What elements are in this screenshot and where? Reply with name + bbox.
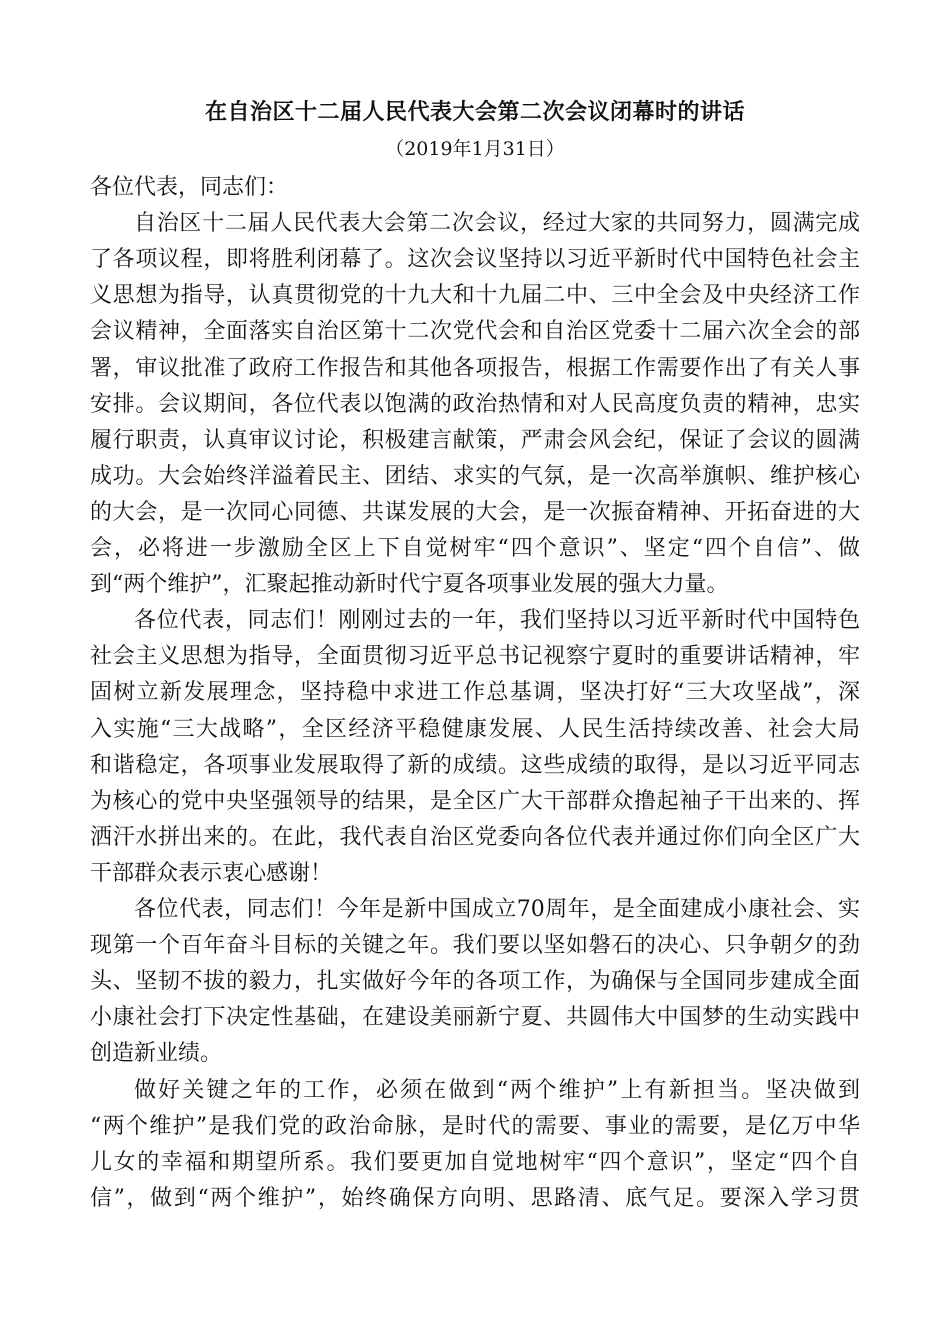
body-text-line: 为核心的党中央坚强领导的结果，是全区广大干部群众撸起袖子干出来的、挥 (90, 788, 860, 814)
body-text-line: 自治区十二届人民代表大会第二次会议，经过大家的共同努力，圆满完成 (134, 211, 860, 237)
body-text-line: 署，审议批准了政府工作报告和其他各项报告，根据工作需要作出了有关人事 (90, 355, 860, 381)
body-text-line: 和谐稳定，各项事业发展取得了新的成绩。这些成绩的取得，是以习近平同志 (90, 752, 860, 778)
body-text-line: 信”，做到“两个维护”，始终确保方向明、思路清、底气足。要深入学习贯 (90, 1185, 860, 1211)
document-date: （2019年1月31日） (385, 138, 565, 160)
body-text-line: 做好关键之年的工作，必须在做到“两个维护”上有新担当。坚决做到 (134, 1077, 860, 1103)
body-text-line: 创造新业绩。 (90, 1041, 223, 1067)
body-text-line: 洒汗水拼出来的。在此，我代表自治区党委向各位代表并通过你们向全区广大 (90, 824, 860, 850)
body-text-line: 会议精神，全面落实自治区第十二次党代会和自治区党委十二届六次全会的部 (90, 319, 860, 345)
document-title: 在自治区十二届人民代表大会第二次会议闭幕时的讲话 (204, 99, 745, 125)
body-text-line: 成功。大会始终洋溢着民主、团结、求实的气氛，是一次高举旗帜、维护核心 (90, 463, 860, 489)
body-text-line: 安排。会议期间，各位代表以饱满的政治热情和对人民高度负责的精神，忠实 (90, 391, 860, 417)
body-text-line: 各位代表，同志们！刚刚过去的一年，我们坚持以习近平新时代中国特色 (134, 608, 860, 634)
body-text-line: 到“两个维护”，汇聚起推动新时代宁夏各项事业发展的强大力量。 (90, 572, 729, 598)
body-text-line: 了各项议程，即将胜利闭幕了。这次会议坚持以习近平新时代中国特色社会主 (90, 247, 860, 273)
body-text-line: 的大会，是一次同心同德、共谋发展的大会，是一次振奋精神、开拓奋进的大 (90, 499, 860, 525)
body-text-line: 现第一个百年奋斗目标的关键之年。我们要以坚如磐石的决心、只争朝夕的劲 (90, 933, 860, 959)
body-text-line: 入实施“三大战略”，全区经济平稳健康发展、人民生活持续改善、社会大局 (90, 716, 860, 742)
body-text-line: “两个维护”是我们党的政治命脉，是时代的需要、事业的需要，是亿万中华 (90, 1113, 860, 1139)
body-text-line: 义思想为指导，认真贯彻党的十九大和十九届二中、三中全会及中央经济工作 (90, 283, 860, 309)
body-text-line: 固树立新发展理念，坚持稳中求进工作总基调，坚决打好“三大攻坚战”，深 (90, 680, 860, 706)
body-text-line: 各位代表，同志们： (90, 175, 289, 200)
body-text-line: 社会主义思想为指导，全面贯彻习近平总书记视察宁夏时的重要讲话精神，牢 (90, 644, 860, 670)
body-text-line: 小康社会打下决定性基础，在建设美丽新宁夏、共圆伟大中国梦的生动实践中 (90, 1005, 860, 1031)
body-text-line: 会，必将进一步激励全区上下自觉树牢“四个意识”、坚定“四个自信”、做 (90, 536, 860, 561)
body-text-line: 干部群众表示衷心感谢！ (90, 860, 333, 886)
body-text-line: 履行职责，认真审议讨论，积极建言献策，严肃会风会纪，保证了会议的圆满 (90, 427, 860, 453)
body-text-line: 头、坚韧不拔的毅力，扎实做好今年的各项工作，为确保与全国同步建成全面 (90, 969, 860, 995)
body-text-line: 各位代表，同志们！今年是新中国成立70周年，是全面建成小康社会、实 (134, 897, 860, 922)
body-text-line: 儿女的幸福和期望所系。我们要更加自觉地树牢“四个意识”，坚定“四个自 (90, 1149, 860, 1175)
